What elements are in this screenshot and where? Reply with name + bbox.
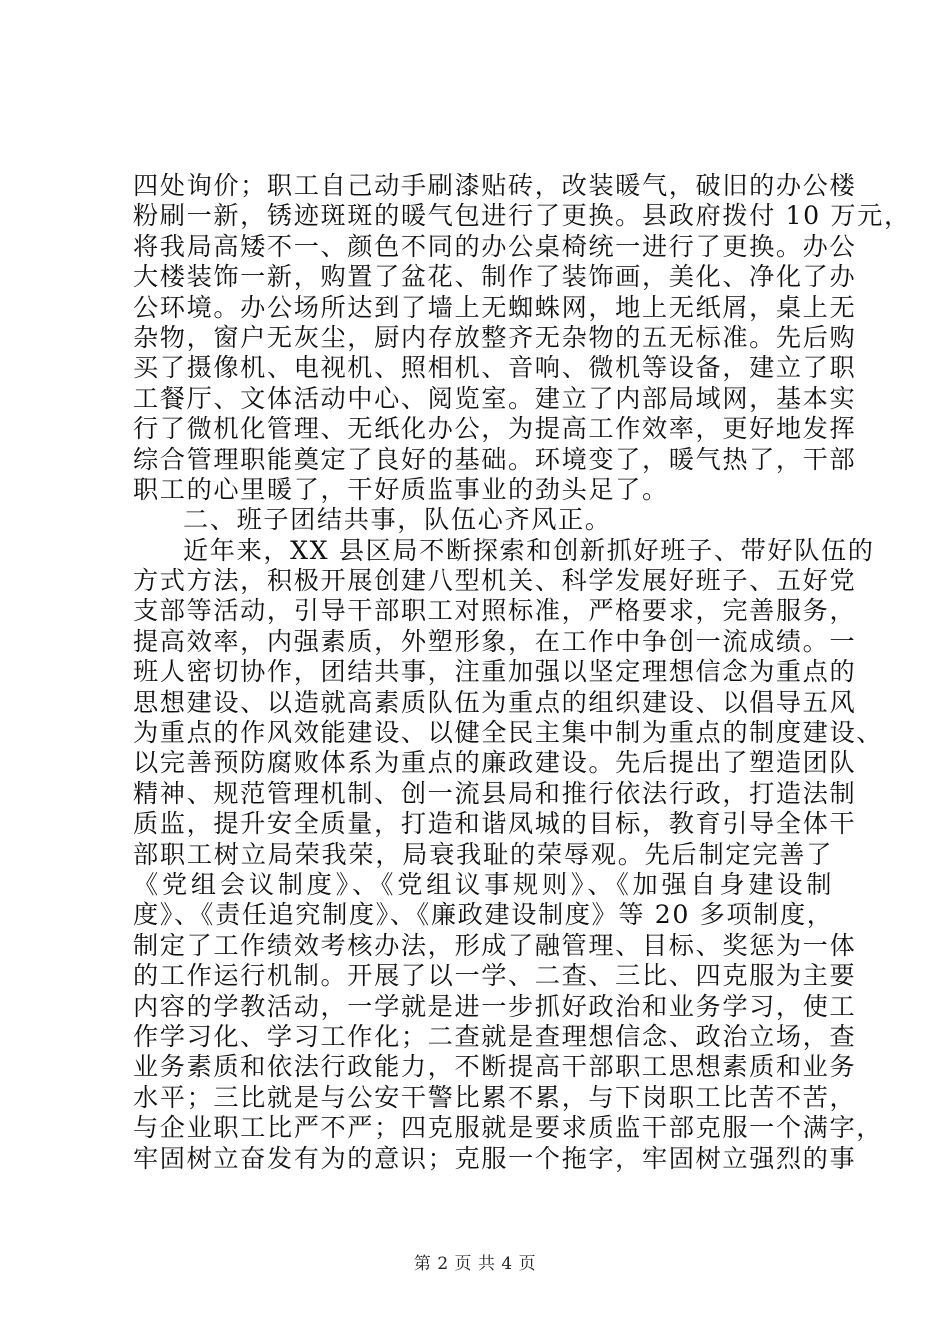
text-line: 将我局高矮不一、颜色不同的办公桌椅统一进行了更换。办公 xyxy=(133,231,857,261)
text-line: 综合管理职能奠定了良好的基础。环境变了，暖气热了，干部 xyxy=(133,444,857,474)
text-line: 四处询价；职工自己动手刷漆贴砖，改装暖气，破旧的办公楼 xyxy=(133,171,857,200)
text-line: 水平；三比就是与公安干警比累不累，与下岗职工比苦不苦， xyxy=(133,1082,857,1112)
text-line: 度》、《责任追究制度》、《廉政建设制度》等 20 多项制度， xyxy=(133,900,834,930)
paragraph-2 xyxy=(133,535,884,1174)
text-line: 大楼装饰一新，购置了盆花、制作了装饰画，美化、净化了办 xyxy=(133,262,857,292)
text-line: 行了微机化管理、无纸化办公，为提高工作效率，更好地发挥 xyxy=(133,414,857,444)
page-footer xyxy=(0,1249,950,1274)
text-line: 精神、规范管理机制、创一流县局和推行依法行政，打造法制 xyxy=(133,778,857,808)
text-line: 工餐厅、文体活动中心、阅览室。建立了内部局域网，基本实 xyxy=(133,383,857,413)
text-line: 以完善预防腐败体系为重点的廉政建设。先后提出了塑造团队 xyxy=(133,748,857,778)
text-line: 内容的学教活动，一学就是进一步抓好政治和业务学习，使工 xyxy=(133,991,857,1021)
text-line: 支部等活动，引导干部职工对照标准，严格要求，完善服务， xyxy=(133,596,857,626)
text-line: 业务素质和依法行政能力，不断提高干部职工思想素质和业务 xyxy=(133,1052,857,1082)
page-number: 第 2 页 共 4 页 xyxy=(413,1254,537,1274)
text-line: 《党组会议制度》、《党组议事规则》、《加强自身建设制 xyxy=(133,869,833,899)
text-line: 作学习化、学习工作化；二查就是查理想信念、政治立场，查 xyxy=(133,1021,857,1051)
text-line: 的工作运行机制。开展了以一学、二查、三比、四克服为主要 xyxy=(133,961,857,991)
text-line: 近年来，XX 县区局不断探索和创新抓好班子、带好队伍的 xyxy=(183,535,875,565)
document-body xyxy=(133,171,911,1174)
text-line: 部职工树立局荣我荣，局衰我耻的荣辱观。先后制定完善了 xyxy=(133,839,833,869)
text-line: 思想建设、以造就高素质队伍为重点的组织建设、以倡导五风 xyxy=(133,687,857,717)
text-line: 提高效率，内强素质，外塑形象，在工作中争创一流成绩。一 xyxy=(133,626,857,656)
text-line: 牢固树立奋发有为的意识；克服一个拖字，牢固树立强烈的事 xyxy=(133,1143,857,1173)
text-line: 质监，提升安全质量，打造和谐凤城的目标，教育引导全体干 xyxy=(133,809,857,839)
text-line: 方式方法，积极开展创建八型机关、科学发展好班子、五好党 xyxy=(133,566,857,596)
text-line: 买了摄像机、电视机、照相机、音响、微机等设备，建立了职 xyxy=(133,353,857,383)
paragraph-1 xyxy=(133,171,911,505)
text-line: 为重点的作风效能建设、以健全民主集中制为重点的制度建设、 xyxy=(133,718,884,748)
section-heading: 二、班子团结共事，队伍心齐风正。 xyxy=(183,505,612,535)
text-line: 职工的心里暖了，干好质监事业的劲头足了。 xyxy=(133,474,669,504)
text-line: 杂物，窗户无灰尘，厨内存放整齐无杂物的五无标准。先后购 xyxy=(133,322,857,352)
text-line: 粉刷一新，锈迹斑斑的暖气包进行了更换。县政府拨付 10 万元， xyxy=(133,201,911,231)
text-line: 公环境。办公场所达到了墙上无蜘蛛网，地上无纸屑，桌上无 xyxy=(133,292,857,322)
text-line: 制定了工作绩效考核办法，形成了融管理、目标、奖惩为一体 xyxy=(133,930,857,960)
text-line: 班人密切协作，团结共事，注重加强以坚定理想信念为重点的 xyxy=(133,657,857,687)
text-line: 与企业职工比严不严；四克服就是要求质监干部克服一个满字， xyxy=(133,1113,884,1143)
